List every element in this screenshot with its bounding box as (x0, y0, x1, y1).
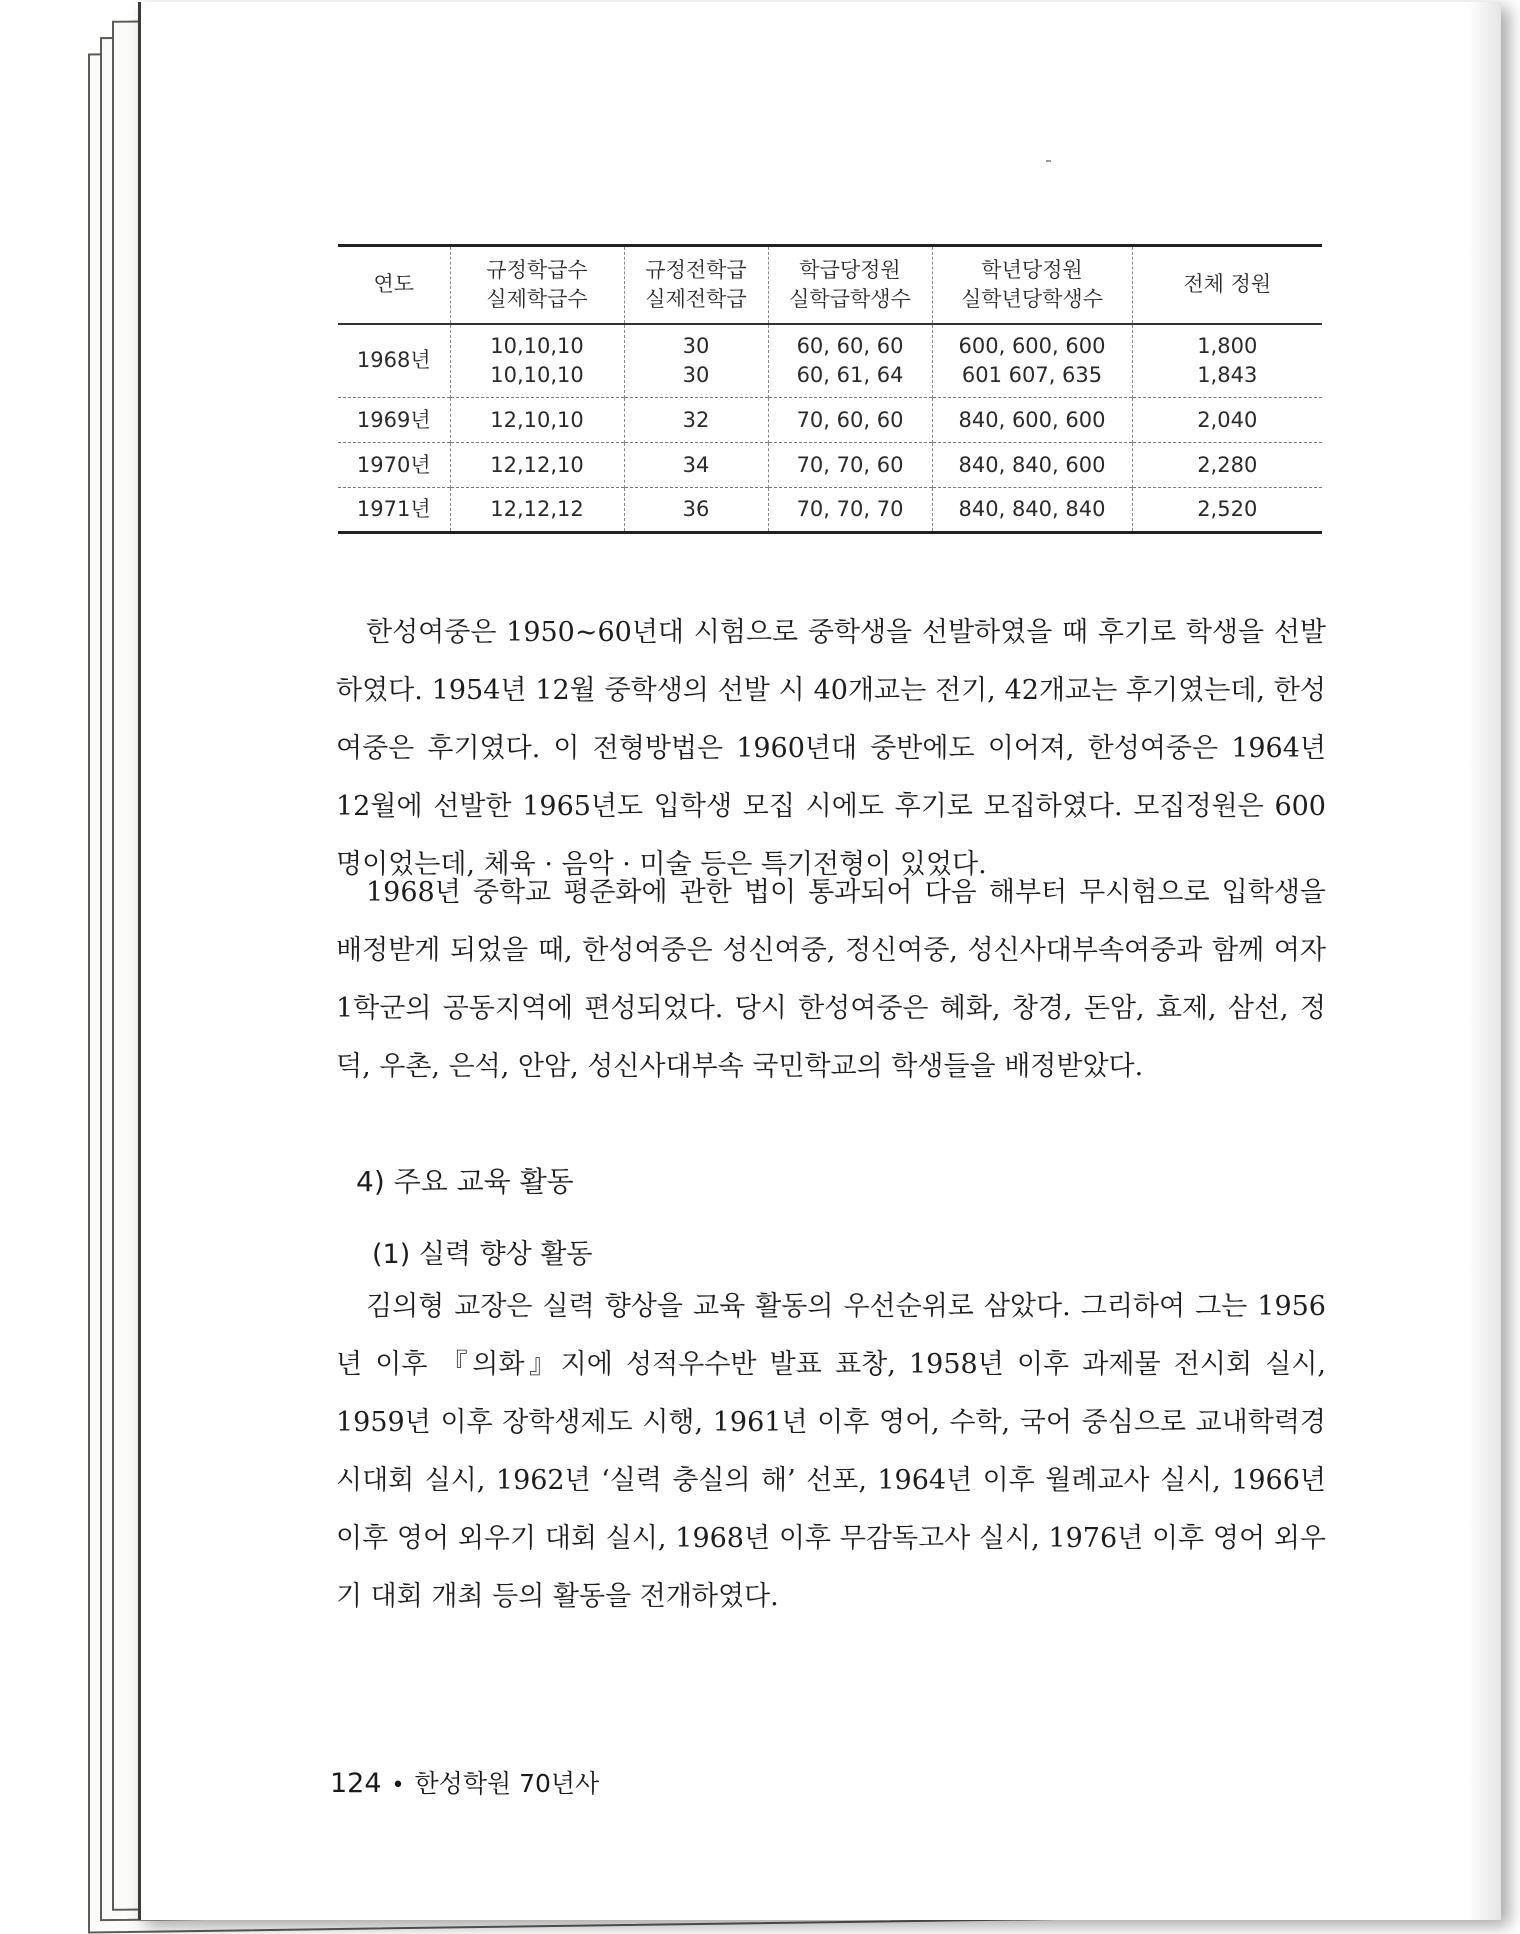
cell-total: 2,040 (1132, 398, 1322, 443)
sub-heading: (1) 실력 향상 활동 (372, 1239, 593, 1270)
table-row (338, 324, 1322, 398)
cell-total-classes: 34 (624, 443, 768, 488)
section-heading: 4) 주요 교육 활동 (356, 1165, 574, 1198)
cell-total: 1,800 1,843 (1132, 324, 1322, 398)
cell-classes: 12,12,12 (450, 488, 624, 533)
cell-total-classes: 36 (624, 488, 768, 533)
page-number: 124 (330, 1768, 382, 1799)
header-total-classes: 규정전학급 실제전학급 (624, 246, 768, 324)
header-per-class: 학급당정원 실학급학생수 (768, 246, 932, 324)
cell-total-classes: 32 (624, 398, 768, 443)
cell-classes: 10,10,10 10,10,10 (450, 324, 624, 398)
body-paragraph: 한성여중은 1950~60년대 시험으로 중학생을 선발하였을 때 후기로 학생을 선발하였다. 1954년 12월 중학생의 선발 시 40개교는 전기, 42개교는 후기였는데, 한성여중은 후기였다. 이 전형방법은 1960년대 중반에도 이어져, 한성여중은 1964년 12월에 선발한 1965년도 입학생 모집 시에도 후기로 모집하였다. 모집정원은 600명이었는데, 체육 · 음악 · 미술 등은 특기전형이 있었다. (336, 617, 1326, 880)
table-row (338, 488, 1322, 533)
table-row (338, 443, 1322, 488)
cell-per-grade: 840, 840, 600 (932, 443, 1132, 488)
table-header-row (338, 246, 1322, 324)
footer-bullet: • (391, 1773, 405, 1798)
cell-year: 1971년 (356, 497, 431, 521)
cell-per-class: 70, 70, 70 (768, 488, 932, 533)
cell-per-class: 70, 70, 60 (768, 443, 932, 488)
cell-total: 2,520 (1132, 488, 1322, 533)
header-total: 전체 정원 (1132, 246, 1322, 324)
cell-total: 2,280 (1132, 443, 1322, 488)
book-title: 한성학원 70년사 (414, 1769, 600, 1798)
cell-per-grade: 600, 600, 600 601 607, 635 (932, 324, 1132, 398)
cell-year: 1970년 (356, 452, 431, 477)
body-paragraph: 1968년 중학교 평준화에 관한 법이 통과되어 다음 해부터 무시험으로 입학생을 배정받게 되었을 때, 한성여중은 성신여중, 정신여중, 성신사대부속여중과 함께 여자1학군의 공동지역에 편성되었다. 당시 한성여중은 혜화, 창경, 돈암, 효제, 삼선, 정덕, 우촌, 은석, 안암, 성신사대부속 국민학교의 학생들을 배정받았다. (336, 877, 1326, 1082)
header-per-grade: 학년당정원 실학년당학생수 (932, 246, 1132, 324)
stray-mark (1046, 160, 1051, 162)
body-paragraph: 김의형 교장은 실력 향상을 교육 활동의 우선순위로 삼았다. 그리하여 그는 1956년 이후 『의화』지에 성적우수반 발표 표창, 1958년 이후 과제물 전시회 실시, 1959년 이후 장학생제도 시행, 1961년 이후 영어, 수학, 국어 중심으로 교내학력경시대회 실시, 1962년 ‘실력 충실의 해’ 선포, 1964년 이후 월례교사 실시, 1966년 이후 영어 외우기 대회 실시, 1968년 이후 무감독고사 실시, 1976년 이후 영어 외우기 대회 개최 등의 활동을 전개하였다. (336, 1291, 1326, 1612)
cell-classes: 12,10,10 (450, 398, 624, 443)
cell-year: 1968년 (356, 348, 431, 373)
page-gutter-shadow (1467, 2, 1501, 1920)
cell-classes: 12,12,10 (450, 443, 624, 488)
header-year: 연도 (373, 272, 415, 297)
cell-per-class: 60, 60, 60 60, 61, 64 (768, 324, 932, 398)
enrollment-table (338, 244, 1322, 534)
page-footer (330, 1764, 599, 1800)
table-row (338, 398, 1322, 443)
cell-per-grade: 840, 840, 840 (932, 488, 1132, 533)
header-classes: 규정학급수 실제학급수 (450, 246, 624, 324)
cell-per-class: 70, 60, 60 (768, 398, 932, 443)
cell-year: 1969년 (356, 407, 431, 432)
cell-total-classes: 30 30 (624, 324, 768, 398)
cell-per-grade: 840, 600, 600 (932, 398, 1132, 443)
